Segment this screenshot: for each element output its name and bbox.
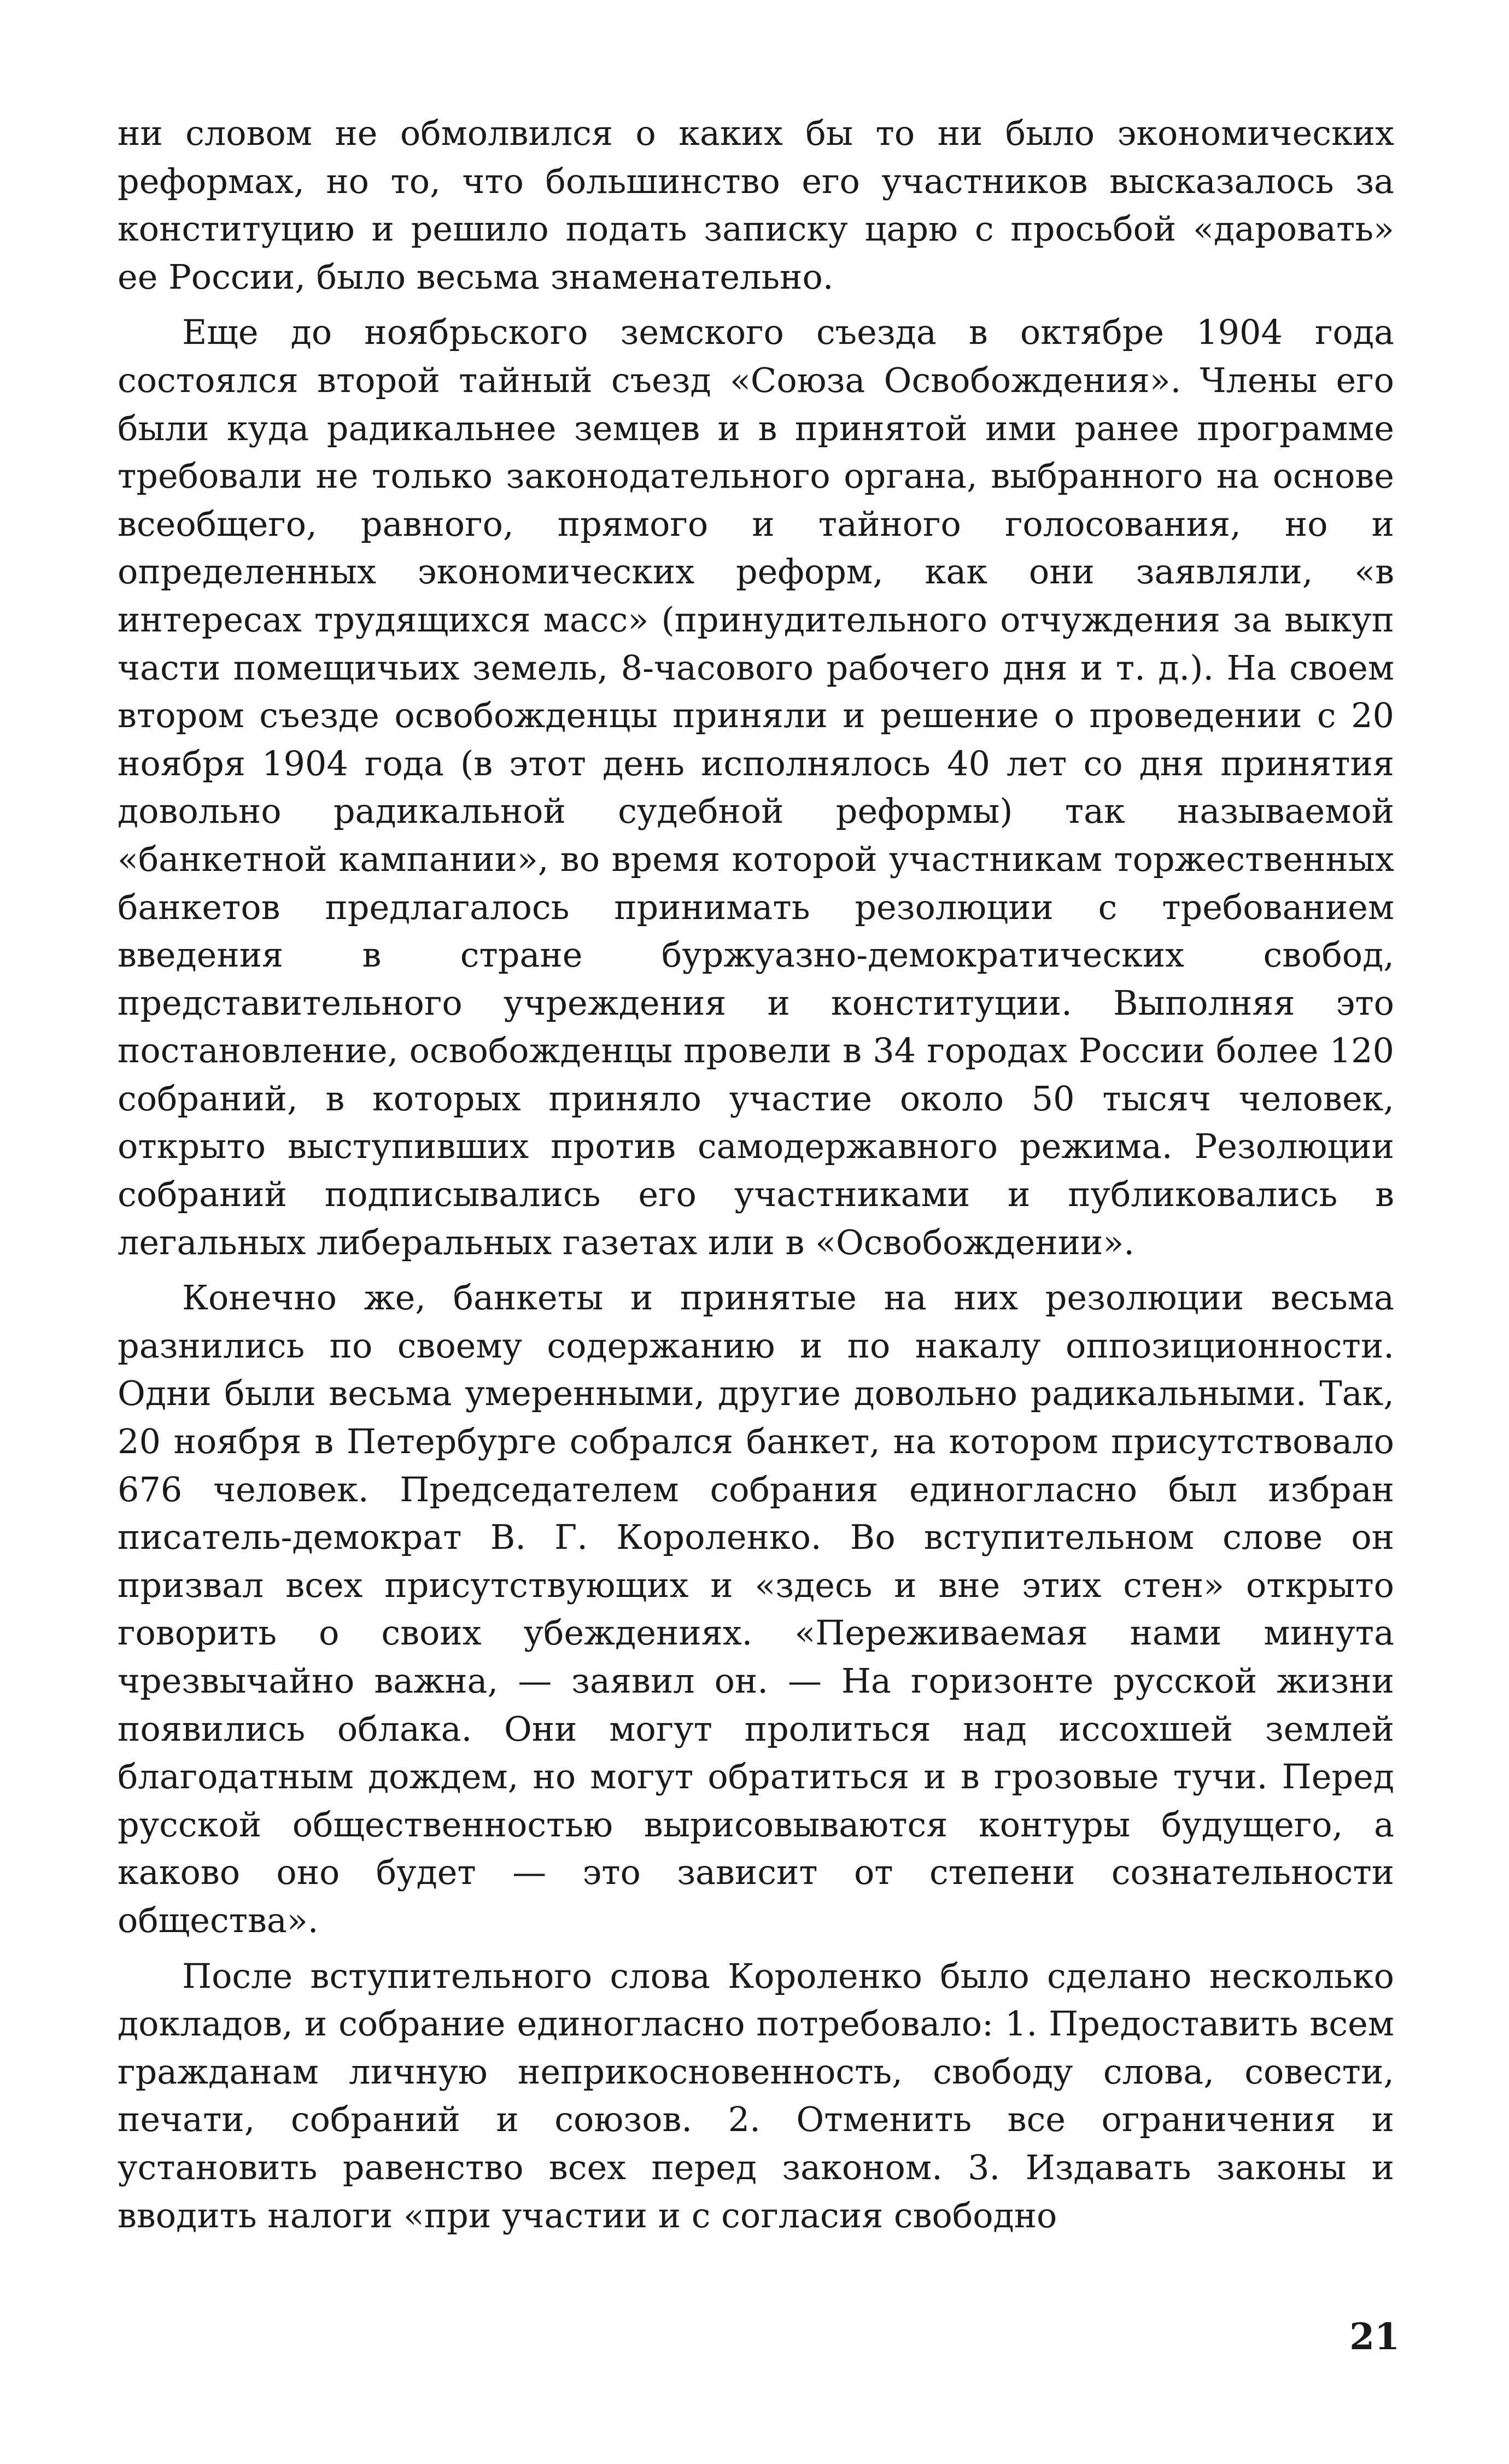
paragraph-continuation: ни словом не обмолвился о каких бы то ни было экономических реформах, но то, что большинство его участников высказалось за конституцию и решило подать записку царю с просьбой «даровать» ее России, было весьма знаменательно. (118, 113, 1394, 297)
page-body (118, 109, 1394, 2239)
page-number: 21 (1349, 2315, 1400, 2358)
paragraph-liberation-union: Еще до ноябрьского земского съезда в октябре 1904 года состоялся второй тайный съезд «Союза Освобождения». Члены его были куда радикальнее земцев и в принятой ими ранее программе требовали не только законодательного органа, выбранного на основе всеобщего, равного, прямого и тайного голосования, но и определенных экономических реформ, как они заявляли, «в интересах трудящихся масс» (принудительного отчуждения за выкуп части помещичьих земель, 8-часового рабочего дня и т. д.). На своем втором съезде освобожденцы приняли и решение о проведении с 20 ноября 1904 года (в этот день исполнялось 40 лет со дня принятия довольно радикальной судебной реформы) так называемой «банкетной кампании», во время которой участникам торжественных банкетов предлагалось принимать резолюции с требованием введения в стране буржуазно-демократических свобод, представительного учреждения и конституции. Выполняя это постановление, освобожденцы провели в 34 городах России более 120 собраний, в которых приняло участие около 50 тысяч человек, открыто выступивших против самодержавного режима. Резолюции собраний подписывались его участниками и публиковались в легальных либеральных газетах или в «Освобождении». (118, 312, 1394, 1262)
paragraph-demands: После вступительного слова Короленко было сделано несколько докладов, и собрание единогласно потребовало: 1. Предоставить всем гражданам личную неприкосновенность, свободу слова, совести, печати, собраний и союзов. 2. Отменить все ограничения и установить равенство всех перед законом. 3. Издавать законы и вводить налоги «при участии и с согласия свободно (118, 1956, 1394, 2235)
paragraph-banquets: Конечно же, банкеты и принятые на них резолюции весьма разнились по своему содержанию и по накалу оппозиционности. Одни были весьма умеренными, другие довольно радикальными. Так, 20 ноября в Петербурге собрался банкет, на котором присутствовало 676 человек. Председателем собрания единогласно был избран писатель-демократ В. Г. Короленко. Во вступительном слове он призвал всех присутствующих и «здесь и вне этих стен» открыто говорить о своих убеждениях. «Переживаемая нами минута чрезвычайно важна, — заявил он. — На горизонте русской жизни появились облака. Они могут пролиться над иссохшей землей благодатным дождем, но могут обратиться и в грозовые тучи. Перед русской общественностью вырисовываются контуры будущего, а каково оно будет — это зависит от степени сознательности общества». (118, 1278, 1394, 1940)
